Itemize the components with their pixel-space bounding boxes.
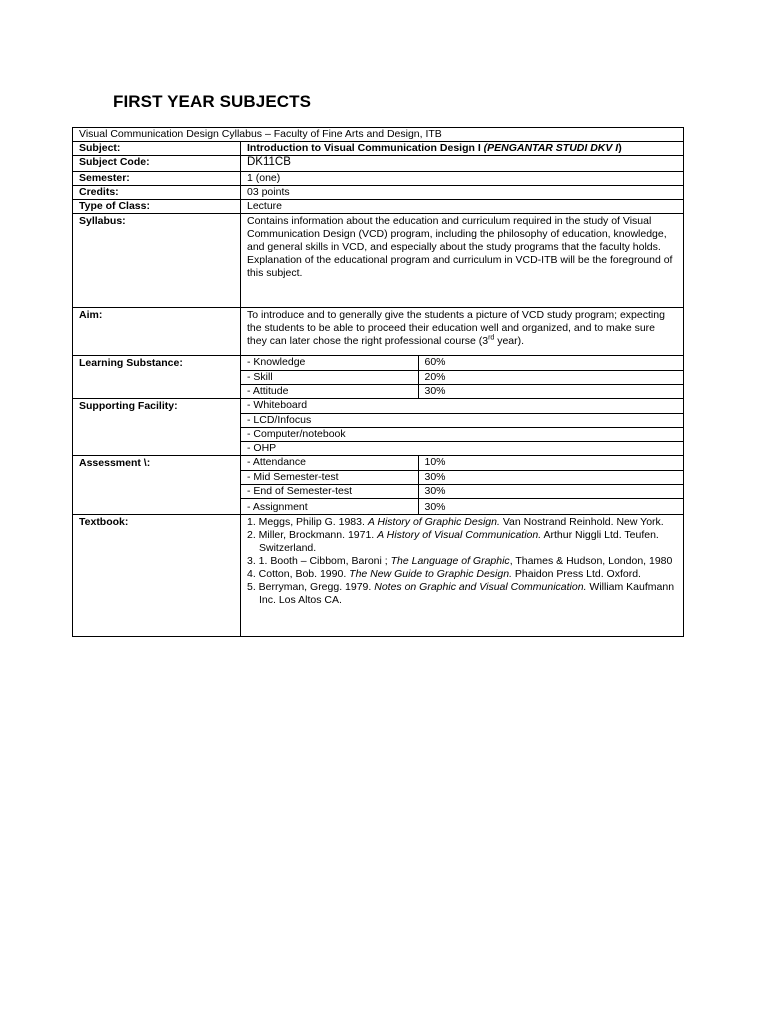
aim-value: To introduce and to generally give the students a picture of VCD study program; expecting the students to be able to proceed their education well and organized, and to make sure they can later chose the right professional course (3rd year). — [241, 308, 684, 356]
semester-row — [73, 172, 684, 186]
learning-substance-percent: 60% — [418, 356, 683, 370]
page-heading: FIRST YEAR SUBJECTS — [113, 92, 312, 111]
assessment-percent: 10% — [418, 456, 683, 470]
supporting-facility-table — [241, 399, 683, 455]
type-of-class-label: Type of Class: — [73, 200, 241, 214]
table-row — [241, 427, 683, 441]
aim-label: Aim: — [73, 308, 241, 356]
type-of-class-value: Lecture — [241, 200, 684, 214]
subject-label: Subject: — [73, 142, 241, 156]
syllabus-paragraph-1: Contains information about the education and curriculum required in the study of Visual Communication Design (VCD) program, including the philosophy of education, knowledge, and general skills in VCD, and especially about the study programs that the faculty holds. — [247, 215, 667, 253]
supporting-facility-row — [73, 399, 684, 456]
subject-row — [73, 142, 684, 156]
syllabus-paragraph-2: Explanation of the educational program and curriculum in VCD-ITB will be the foreground of this subject. — [247, 254, 673, 279]
aim-row — [73, 308, 684, 356]
list-item: 3. 1. Booth – Cibbom, Baroni ; The Language of Graphic, Thames & Hudson, London, 1980 — [247, 555, 673, 567]
assessment-item: - Assignment — [241, 498, 418, 514]
type-of-class-row — [73, 200, 684, 214]
assessment-label: Assessment \: — [73, 456, 241, 515]
syllabus-row — [73, 214, 684, 308]
facility-item: - Whiteboard — [241, 399, 683, 413]
table-row — [241, 356, 683, 370]
textbook-label: Textbook: — [73, 515, 241, 637]
learning-substance-percent: 30% — [424, 384, 446, 397]
assessment-percent: 30% — [424, 501, 446, 513]
syllabus-table — [72, 127, 684, 637]
table-row — [241, 370, 683, 384]
supporting-facility-value — [241, 399, 684, 456]
table-caption: Visual Communication Design Cyllabus – Faculty of Fine Arts and Design, ITB — [73, 128, 684, 142]
table-row — [241, 456, 683, 470]
learning-substance-row — [73, 356, 684, 399]
learning-substance-item: - Attitude — [241, 384, 418, 398]
assessment-item: - Mid Semester-test — [241, 470, 418, 484]
assessment-table — [241, 456, 683, 514]
list-item: 1. Meggs, Philip G. 1983. A History of Graphic Design. Van Nostrand Reinhold. New York. — [247, 516, 664, 528]
credits-label: Credits: — [73, 186, 241, 200]
semester-label: Semester: — [73, 172, 241, 186]
assessment-percent: 30% — [418, 484, 683, 498]
learning-substance-label: Learning Substance: — [73, 356, 241, 399]
credits-row — [73, 186, 684, 200]
assessment-item: - End of Semester-test — [241, 484, 418, 498]
caption-row — [73, 128, 684, 142]
assessment-item: - Attendance — [241, 456, 418, 470]
subject-code-row — [73, 156, 684, 172]
semester-value: 1 (one) — [241, 172, 684, 186]
learning-substance-item: - Knowledge — [241, 356, 418, 370]
table-row — [241, 484, 683, 498]
syllabus-label: Syllabus: — [73, 214, 241, 308]
list-item: 2. Miller, Brockmann. 1971. A History of Visual Communication. Arthur Niggli Ltd. Teufen. Switzerland. — [247, 529, 659, 554]
learning-substance-table — [241, 356, 683, 398]
table-row — [241, 470, 683, 484]
textbook-row — [73, 515, 684, 637]
table-row — [241, 384, 683, 398]
learning-substance-percent: 20% — [418, 370, 683, 384]
assessment-row — [73, 456, 684, 515]
credits-value: 03 points — [241, 186, 684, 200]
subject-value: Introduction to Visual Communication Design I (PENGANTAR STUDI DKV I) — [241, 142, 684, 156]
textbook-value — [241, 515, 684, 637]
list-item: 4. Cotton, Bob. 1990. The New Guide to Graphic Design. Phaidon Press Ltd. Oxford. — [247, 568, 641, 580]
table-row — [241, 441, 683, 455]
textbook-list — [247, 516, 677, 607]
assessment-value — [241, 456, 684, 515]
facility-item: - Computer/notebook — [241, 427, 683, 441]
table-row — [241, 413, 683, 427]
table-row — [241, 399, 683, 413]
learning-substance-item: - Skill — [241, 370, 418, 384]
assessment-percent: 30% — [418, 470, 683, 484]
facility-item: - LCD/Infocus — [241, 413, 683, 427]
learning-substance-value — [241, 356, 684, 399]
supporting-facility-label: Supporting Facility: — [73, 399, 241, 456]
table-row — [241, 498, 683, 514]
list-item: 5. Berryman, Gregg. 1979. Notes on Graphic and Visual Communication. William Kaufmann Inc. Los Altos CA. — [247, 581, 675, 606]
syllabus-value — [241, 214, 684, 308]
subject-code-value: DK11CB — [241, 156, 684, 172]
facility-item: - OHP — [247, 441, 277, 454]
subject-code-label: Subject Code: — [73, 156, 241, 172]
